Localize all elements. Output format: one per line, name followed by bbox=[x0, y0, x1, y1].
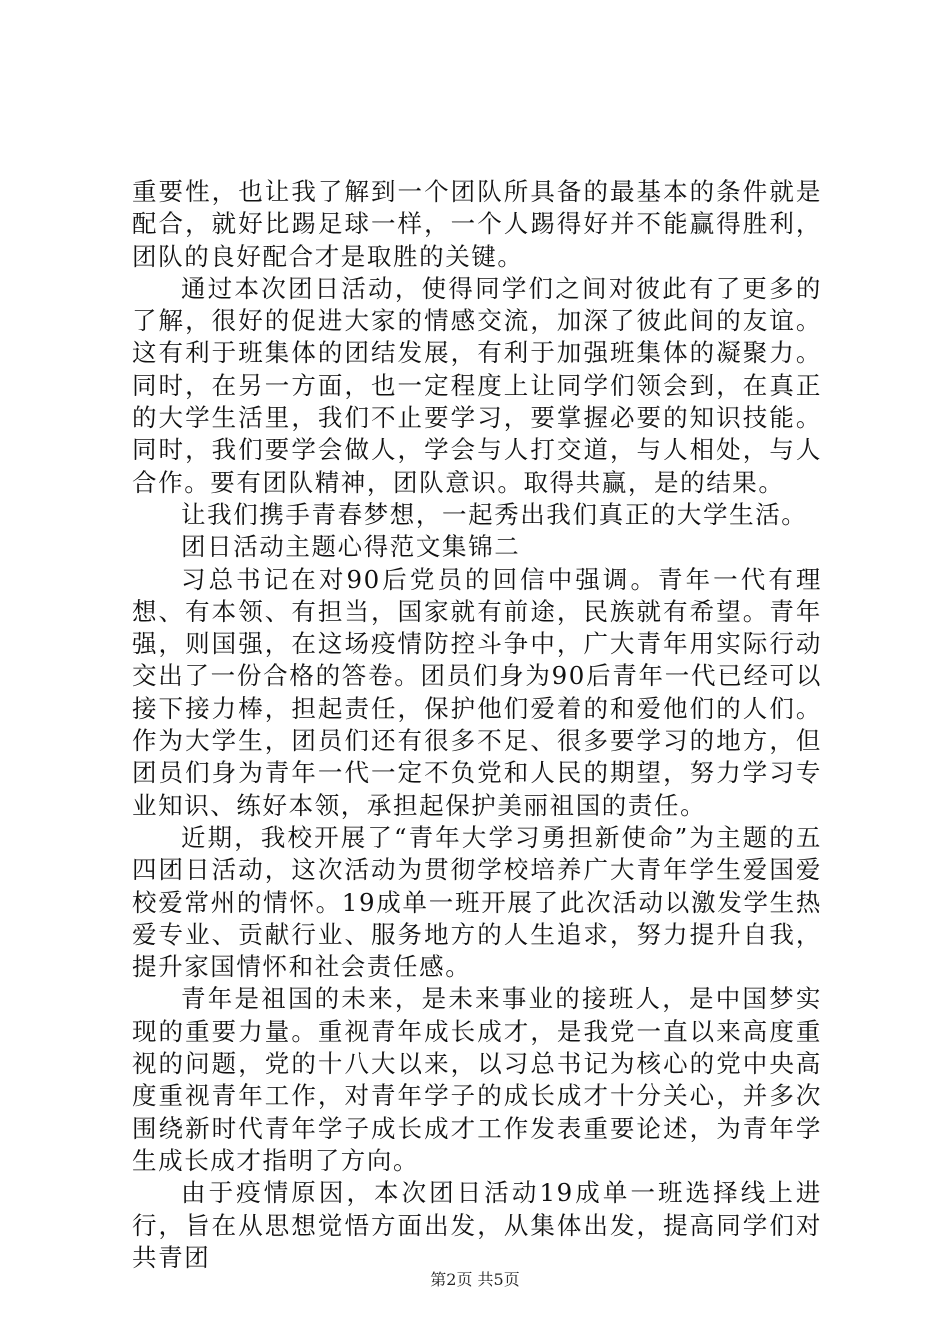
paragraph: 青年是祖国的未来，是未来事业的接班人，是中国梦实现的重要力量。重视青年成长成才，是我党一直以来高度重视的问题，党的十八大以来，以习总书记为核心的党中央高度重视青年工作，对青年学子的成长成才十分关心，并多次围绕新时代青年学子成长成才工作发表重要论述，为青年学生成长成才指明了方向。 bbox=[132, 984, 822, 1175]
paragraph: 近期，我校开展了“青年大学习勇担新使命”为主题的五四团日活动，这次活动为贯彻学校培养广大青年学生爱国爱校爱常州的情怀。19成单一班开展了此次活动以激发学生热爱专业、贡献行业、服务地方的人生追求，努力提升自我，提升家国情怀和社会责任感。 bbox=[132, 822, 822, 982]
page-number-footer: 第2页 共5页 bbox=[430, 1270, 520, 1289]
paragraph: 习总书记在对90后党员的回信中强调。青年一代有理想、有本领、有担当，国家就有前途，民族就有希望。青年强，则国强，在这场疫情防控斗争中，广大青年用实际行动交出了一份合格的答卷。团员们身为90后青年一代已经可以接下接力棒，担起责任，保护他们爱着的和爱他们的人们。作为大学生，团员们还有很多不足、很多要学习的地方，但团员们身为青年一代一定不负党和人民的期望，努力学习专业知识、练好本领，承担起保护美丽祖国的责任。 bbox=[132, 564, 822, 820]
paragraph: 通过本次团日活动，使得同学们之间对彼此有了更多的了解，很好的促进大家的情感交流，加深了彼此间的友谊。这有利于班集体的团结发展，有利于加强班集体的凝聚力。同时，在另一方面，也一定程度上让同学们领会到，在真正的大学生活里，我们不止要学习，要掌握必要的知识技能。同时，我们要学会做人，学会与人打交道，与人相处，与人合作。要有团队精神，团队意识。取得共赢，是的结果。 bbox=[132, 273, 822, 497]
section-heading: 团日活动主题心得范文集锦二 bbox=[181, 532, 521, 562]
paragraph-continued: 重要性，也让我了解到一个团队所具备的最基本的条件就是配合，就好比踢足球一样，一个人踢得好并不能赢得胜利，团队的良好配合才是取胜的关键。 bbox=[132, 177, 822, 271]
document-body bbox=[132, 176, 822, 1274]
paragraph: 由于疫情原因，本次团日活动19成单一班选择线上进行，旨在从思想觉悟方面出发，从集体出发，提高同学们对共青团 bbox=[132, 1178, 822, 1272]
paragraph: 让我们携手青春梦想，一起秀出我们真正的大学生活。 bbox=[181, 499, 808, 529]
